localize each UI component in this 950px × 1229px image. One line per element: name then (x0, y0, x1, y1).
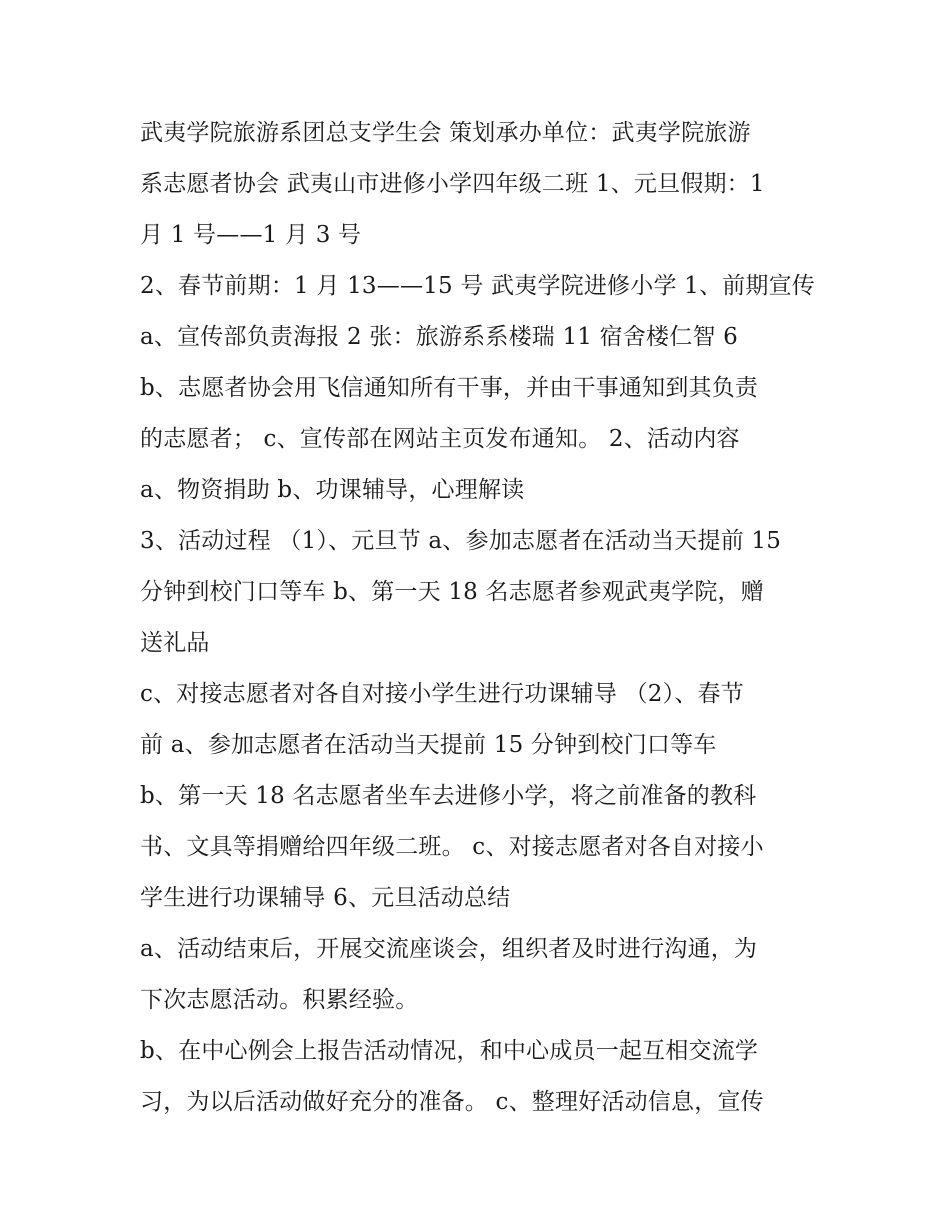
text-line: b、第一天 18 名志愿者坐车去进修小学，将之前准备的教科 (140, 783, 757, 809)
text-line: a、宣传部负责海报 2 张：旅游系系楼瑞 11 宿舍楼仁智 6 (140, 324, 739, 350)
text-line: 送礼品 (140, 630, 210, 656)
text-line: 武夷学院旅游系团总支学生会 策划承办单位：武夷学院旅游 (140, 120, 751, 146)
text-line: 习，为以后活动做好充分的准备。 c、整理好活动信息，宣传 (140, 1089, 764, 1115)
text-line: c、对接志愿者对各自对接小学生进行功课辅导 （2）、春节 (140, 681, 744, 707)
text-line: a、活动结束后，开展交流座谈会，组织者及时进行沟通，为 (140, 936, 758, 962)
text-line: 系志愿者协会 武夷山市进修小学四年级二班 1、元旦假期：1 (140, 171, 765, 197)
text-line: 学生进行功课辅导 6、元旦活动总结 (140, 885, 511, 911)
text-line: 前 a、参加志愿者在活动当天提前 15 分钟到校门口等车 (140, 732, 717, 758)
text-line: b、志愿者协会用飞信通知所有干事，并由干事通知到其负责 (140, 375, 759, 401)
document-body (140, 108, 820, 1128)
text-line: 书、文具等捐赠给四年级二班。 c、对接志愿者对各自对接小 (140, 834, 764, 860)
text-line: 2、春节前期：1 月 13——15 号 武夷学院进修小学 1、前期宣传 (140, 273, 815, 299)
text-line: 月 1 号——1 月 3 号 (140, 222, 362, 248)
text-line: 下次志愿活动。积累经验。 (140, 987, 419, 1013)
text-line: b、在中心例会上报告活动情况，和中心成员一起互相交流学 (140, 1038, 759, 1064)
text-line: a、物资捐助 b、功课辅导，心理解读 (140, 477, 525, 503)
text-line: 分钟到校门口等车 b、第一天 18 名志愿者参观武夷学院，赠 (140, 579, 764, 605)
text-line: 3、活动过程 （1）、元旦节 a、参加志愿者在活动当天提前 15 (140, 528, 782, 554)
text-line: 的志愿者； c、宣传部在网站主页发布通知。 2、活动内容 (140, 426, 740, 452)
